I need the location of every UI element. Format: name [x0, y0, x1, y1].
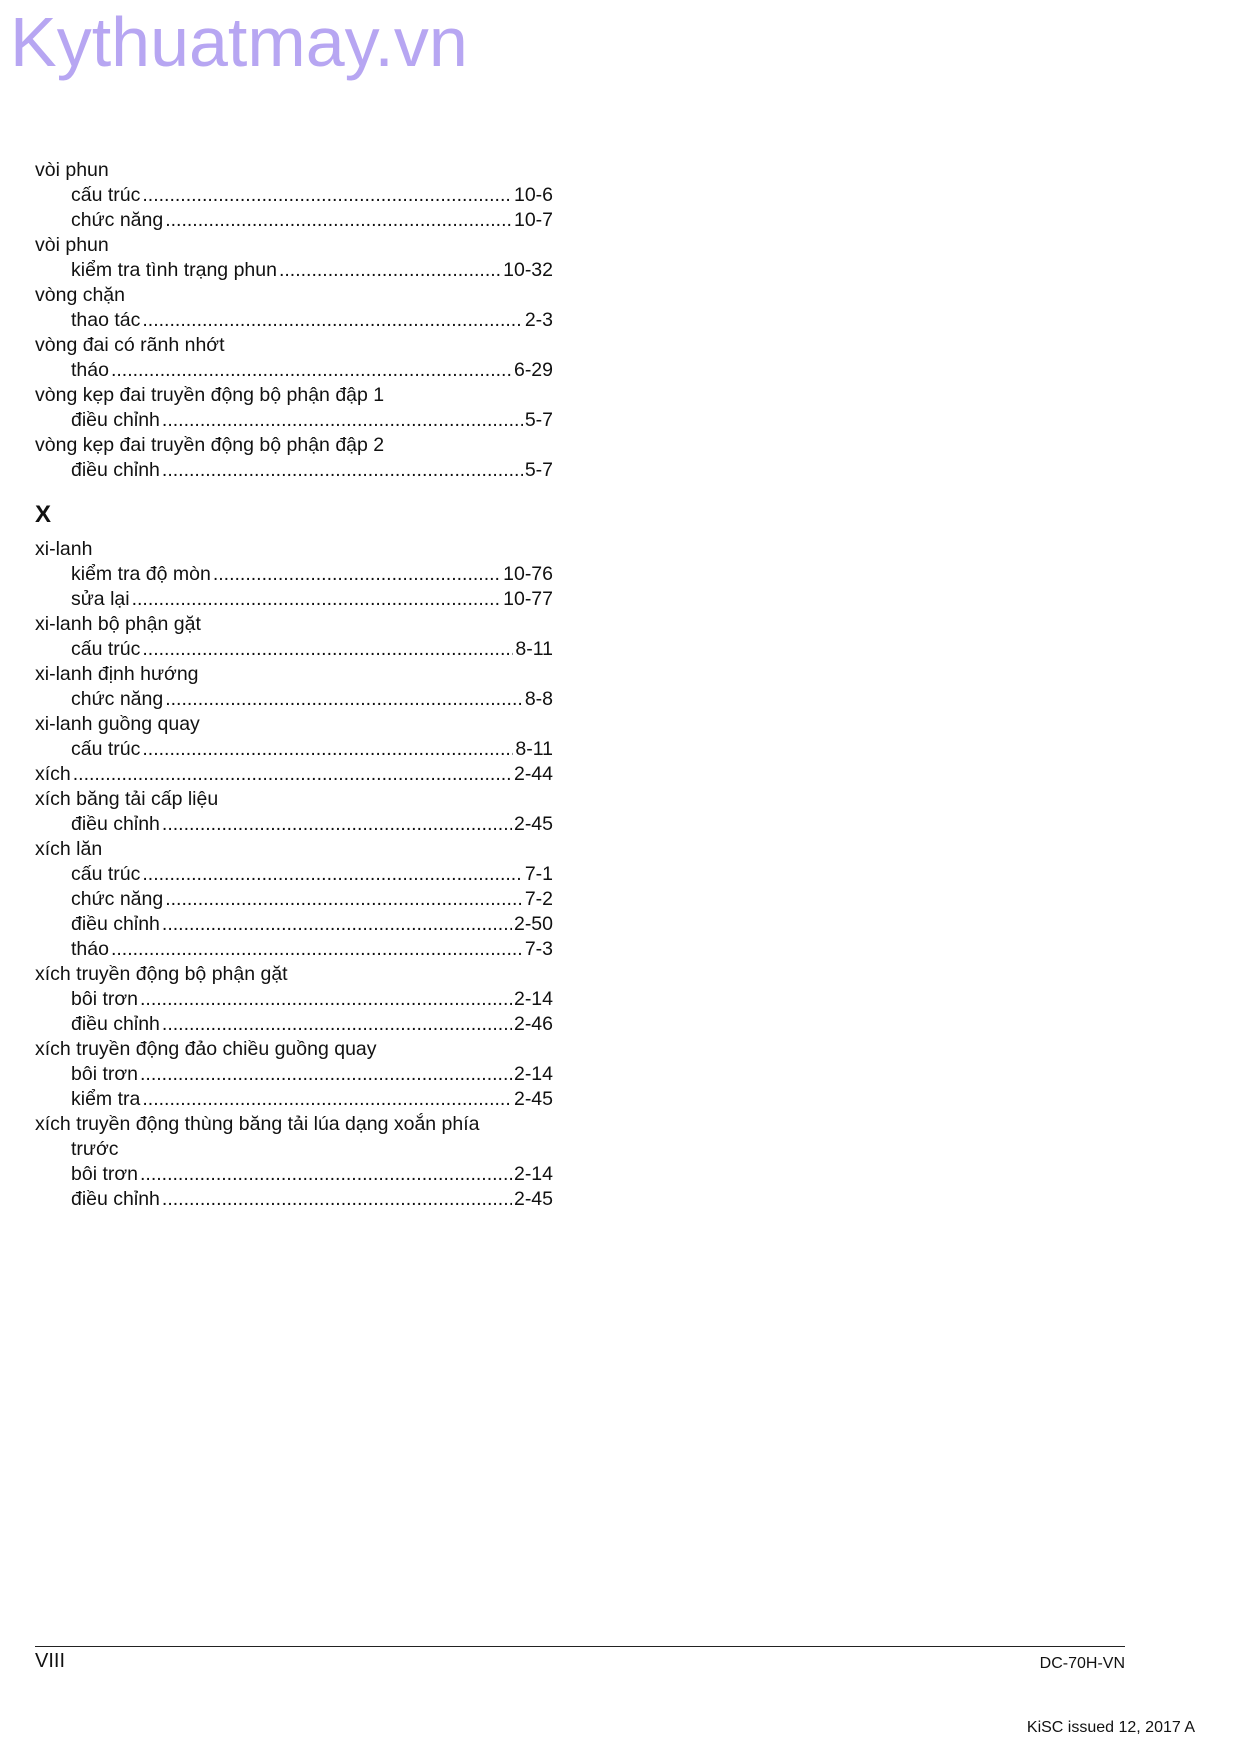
subentry-label: điều chỉnh — [71, 913, 160, 935]
subentry-label: điều chỉnh — [71, 409, 160, 431]
dot-leader — [165, 887, 523, 912]
subentry-label: kiểm tra — [71, 1088, 141, 1110]
index-subentry — [35, 458, 553, 483]
subentry-page: 2-45 — [513, 1188, 553, 1210]
index-subentry — [35, 987, 553, 1012]
index-subentry — [35, 1062, 553, 1087]
subentry-label: điều chỉnh — [71, 459, 160, 481]
subentry-label: tháo — [71, 938, 109, 960]
index-subentry — [35, 737, 553, 762]
subentry-label: điều chỉnh — [71, 1013, 160, 1035]
index-section-v — [35, 158, 553, 483]
section-letter-x: X — [35, 501, 52, 528]
subentry-page: 7-3 — [524, 938, 553, 960]
subentry-page: 7-1 — [524, 863, 553, 885]
index-subentry — [35, 687, 553, 712]
dot-leader — [279, 258, 501, 283]
subentry-label: chức năng — [71, 888, 164, 910]
dot-leader — [162, 812, 512, 837]
index-subentry — [35, 887, 553, 912]
subentry-page: 2-14 — [513, 1063, 553, 1085]
footer-doc-code: DC-70H-VN — [1039, 1655, 1125, 1672]
dot-leader — [111, 937, 523, 962]
index-term: vòng kẹp đai truyền động bộ phận đập 1 — [35, 384, 385, 406]
dot-leader — [142, 1087, 512, 1112]
index-term: xích lăn — [35, 838, 103, 860]
subentry-page: 8-11 — [515, 638, 553, 660]
subentry-page: 5-7 — [524, 409, 553, 431]
subentry-page: 8-11 — [515, 738, 553, 760]
index-entry-with-page — [35, 762, 553, 787]
dot-leader — [140, 1062, 512, 1087]
index-subentry — [35, 637, 553, 662]
index-term: vòng đai có rãnh nhớt — [35, 334, 225, 356]
index-subentry — [35, 208, 553, 233]
subentry-page: 6-29 — [513, 359, 553, 381]
dot-leader — [142, 862, 522, 887]
dot-leader — [162, 912, 512, 937]
subentry-label: cấu trúc — [71, 184, 141, 206]
subentry-page: 10-6 — [513, 184, 553, 206]
index-subentry — [35, 183, 553, 208]
subentry-page: 2-45 — [513, 1088, 553, 1110]
subentry-label: kiểm tra tình trạng phun — [71, 259, 277, 281]
subentry-label: bôi trơn — [71, 1063, 138, 1085]
subentry-label: bôi trơn — [71, 988, 138, 1010]
dot-leader — [111, 358, 512, 383]
index-term: xi-lanh định hướng — [35, 663, 199, 685]
subentry-page: 10-32 — [503, 259, 553, 281]
footer-page-number: VIII — [35, 1650, 66, 1672]
index-term: xích truyền động thùng băng tải lúa dạng xoắn phía — [35, 1113, 480, 1135]
subentry-label: thao tác — [71, 309, 141, 331]
subentry-page: 7-2 — [524, 888, 553, 910]
subentry-label: cấu trúc — [71, 738, 141, 760]
subentry-label: cấu trúc — [71, 638, 141, 660]
index-term: vòi phun — [35, 159, 109, 181]
index-list — [35, 158, 553, 1212]
subentry-page: 2-50 — [513, 913, 553, 935]
subentry-page: 2-14 — [513, 988, 553, 1010]
index-subentry — [35, 812, 553, 837]
subentry-page: 10-7 — [513, 209, 553, 231]
watermark-logo: Kythuatmay.vn — [10, 3, 468, 81]
dot-leader — [162, 458, 523, 483]
issued-note: KiSC issued 12, 2017 A — [1026, 1719, 1195, 1736]
subentry-label: điều chỉnh — [71, 813, 160, 835]
subentry-page: 8-8 — [524, 688, 553, 710]
entry-term: xích — [35, 763, 71, 785]
footer-divider — [35, 1646, 1125, 1647]
index-subentry — [35, 587, 553, 612]
subentry-label: cấu trúc — [71, 863, 141, 885]
index-term: vòng chặn — [35, 284, 125, 306]
index-subentry — [35, 937, 553, 962]
subentry-page: 2-45 — [513, 813, 553, 835]
dot-leader — [165, 208, 512, 233]
dot-leader — [73, 762, 512, 787]
index-term: xi-lanh bộ phận gặt — [35, 613, 201, 635]
subentry-label: chức năng — [71, 209, 164, 231]
index-subentry — [35, 408, 553, 433]
subentry-label: kiểm tra độ mòn — [71, 563, 211, 585]
subentry-label: sửa lại — [71, 588, 130, 610]
index-subentry — [35, 308, 553, 333]
index-section-x — [35, 537, 553, 1212]
subentry-label: điều chỉnh — [71, 1188, 160, 1210]
dot-leader — [162, 1187, 512, 1212]
dot-leader — [142, 183, 512, 208]
index-term: xi-lanh guồng quay — [35, 713, 200, 735]
dot-leader — [132, 587, 502, 612]
index-subentry — [35, 1187, 553, 1212]
dot-leader — [165, 687, 523, 712]
subentry-label: chức năng — [71, 688, 164, 710]
index-term: xích truyền động đảo chiều guồng quay — [35, 1038, 377, 1060]
entry-page: 2-44 — [513, 763, 553, 785]
dot-leader — [140, 987, 512, 1012]
index-subentry — [35, 862, 553, 887]
index-subentry — [35, 912, 553, 937]
index-term: vòng kẹp đai truyền động bộ phận đập 2 — [35, 434, 385, 456]
dot-leader — [142, 308, 522, 333]
subentry-page: 10-77 — [503, 588, 553, 610]
subentry-page: 2-3 — [524, 309, 553, 331]
index-term: xích truyền động bộ phận gặt — [35, 963, 288, 985]
subentry-label: bôi trơn — [71, 1163, 138, 1185]
index-subentry — [35, 358, 553, 383]
dot-leader — [213, 562, 501, 587]
index-subentry — [35, 1012, 553, 1037]
dot-leader — [142, 637, 513, 662]
index-subentry — [35, 1162, 553, 1187]
subentry-label: tháo — [71, 359, 109, 381]
dot-leader — [142, 737, 513, 762]
index-term: vòi phun — [35, 234, 109, 256]
subentry-page: 10-76 — [503, 563, 553, 585]
subentry-page: 2-46 — [513, 1013, 553, 1035]
dot-leader — [162, 1012, 512, 1037]
index-term: xi-lanh — [35, 538, 93, 560]
subentry-page: 5-7 — [524, 459, 553, 481]
index-term-continued: trước — [71, 1138, 119, 1160]
subentry-page: 2-14 — [513, 1163, 553, 1185]
dot-leader — [140, 1162, 512, 1187]
index-subentry — [35, 1087, 553, 1112]
index-subentry — [35, 258, 553, 283]
dot-leader — [162, 408, 523, 433]
index-subentry — [35, 562, 553, 587]
index-term: xích băng tải cấp liệu — [35, 788, 219, 810]
